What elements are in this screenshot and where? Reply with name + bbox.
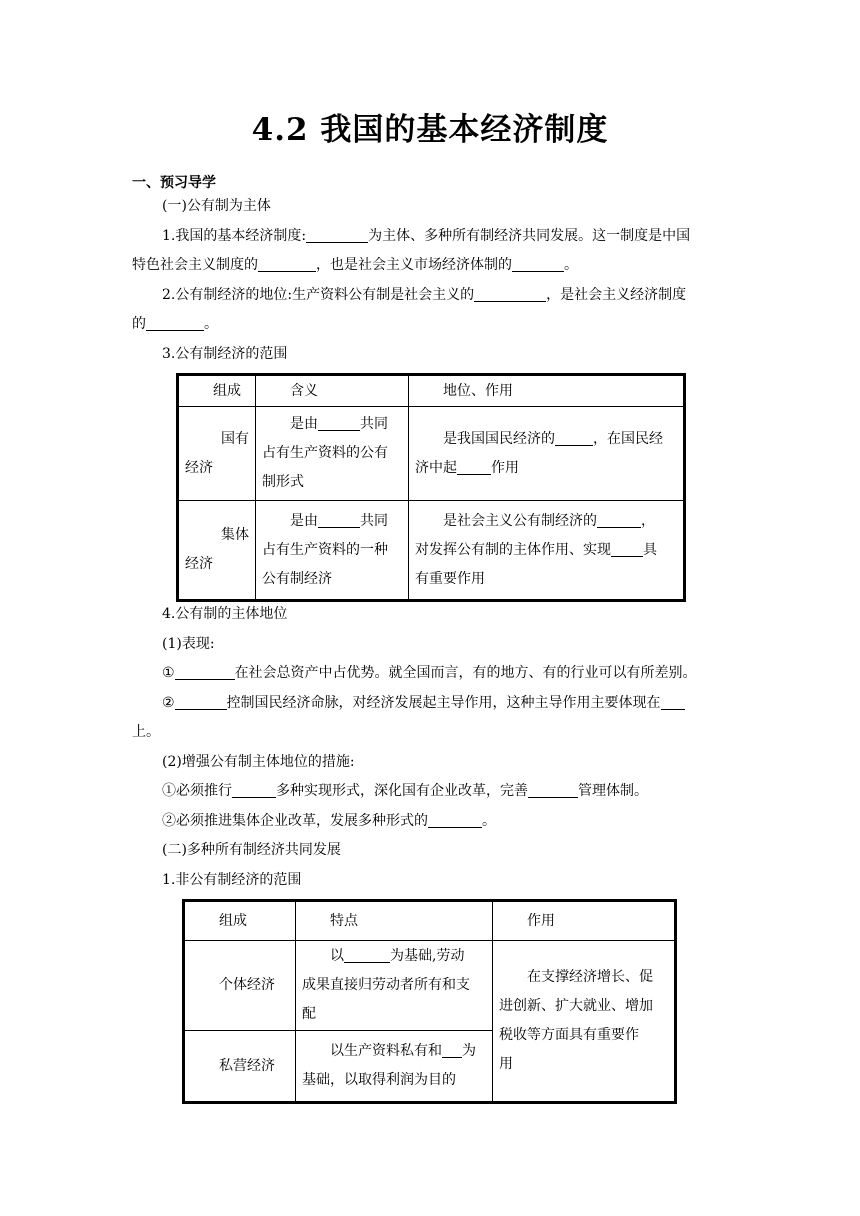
paragraph-4: 4.公有制的主体地位 <box>162 606 288 622</box>
table-row <box>178 501 685 601</box>
fill-blank <box>474 285 546 302</box>
paragraph-5: 1.非公有制经济的范围 <box>162 872 302 888</box>
paragraph-4-2a: ①必须推行 多种实现形式，深化国有企业改革，完善 管理体制。 <box>162 783 648 799</box>
row-role: 是社会主义公有制经济的 ， 对发挥公有制的主体作用、实现 具 有重要作用 <box>409 501 685 601</box>
table-header: 含义 <box>256 375 409 407</box>
paragraph-4-2b: ②必须推进集体企业改革，发展多种形式的 。 <box>162 813 496 829</box>
row-feature: 以生产资料私有和 为 基础，以取得利润为目的 <box>296 1031 493 1103</box>
paragraph-2-line-2: 的 。 <box>132 316 218 332</box>
paragraph-4-1b: ② 控制国民经济命脉，对经济发展起主导作用，这种主导作用主要体现在 <box>132 688 762 718</box>
public-ownership-table <box>176 373 686 602</box>
paragraph-2-line-1: 2.公有制经济的地位:生产资料公有制是社会主义的 ，是社会主义经济制度 <box>162 287 687 303</box>
fill-blank <box>146 314 204 331</box>
shared-role: 在支撑经济增长、促 进创新、扩大就业、增加 税收等方面具有重要作 用 <box>493 941 676 1103</box>
row-feature: 以 为基础,劳动 成果直接归劳动者所有和支 配 <box>296 941 493 1031</box>
table-header: 地位、作用 <box>409 375 685 407</box>
row-name: 国有 经济 <box>178 407 256 501</box>
page-title: 4.2 我国的基本经济制度 <box>251 112 609 148</box>
paragraph-4-1a: ① 在社会总资产中占优势。就全国而言，有的地方、有的行业可以有所差别。 <box>162 665 697 681</box>
paragraph-1-line-1: 1.我国的基本经济制度: 为主体、多种所有制经济共同发展。这一制度是中国 <box>162 228 691 244</box>
table-header: 作用 <box>493 901 676 941</box>
table-header: 特点 <box>296 901 493 941</box>
row-name: 私营经济 <box>184 1031 296 1103</box>
row-name: 个体经济 <box>184 941 296 1031</box>
paragraph-4-1: (1)表现: <box>162 636 215 652</box>
row-meaning: 是由 共同 占有生产资料的公有 制形式 <box>256 407 409 501</box>
subsection-heading: (一)公有制为主体 <box>162 198 271 214</box>
subsection-heading: (二)多种所有制经济共同发展 <box>162 842 341 858</box>
non-public-ownership-table <box>182 899 677 1104</box>
fill-blank <box>306 226 368 243</box>
table-header: 组成 <box>184 901 296 941</box>
paragraph-4-2: (2)增强公有制主体地位的措施: <box>162 754 355 770</box>
fill-blank <box>512 255 564 272</box>
section-heading: 一、预习导学 <box>132 175 216 191</box>
row-name: 集体 经济 <box>178 501 256 601</box>
paragraph-1-line-2: 特色社会主义制度的 ，也是社会主义市场经济体制的 。 <box>132 257 578 273</box>
table-row <box>184 941 676 1031</box>
table-header: 组成 <box>178 375 256 407</box>
table-row <box>178 407 685 501</box>
fill-blank <box>258 255 316 272</box>
row-role: 是我国国民经济的 ，在国民经 济中起 作用 <box>409 407 685 501</box>
paragraph-3: 3.公有制经济的范围 <box>162 346 288 362</box>
paragraph-4-1b-end: 上。 <box>132 724 160 740</box>
row-meaning: 是由 共同 占有生产资料的一种 公有制经济 <box>256 501 409 601</box>
